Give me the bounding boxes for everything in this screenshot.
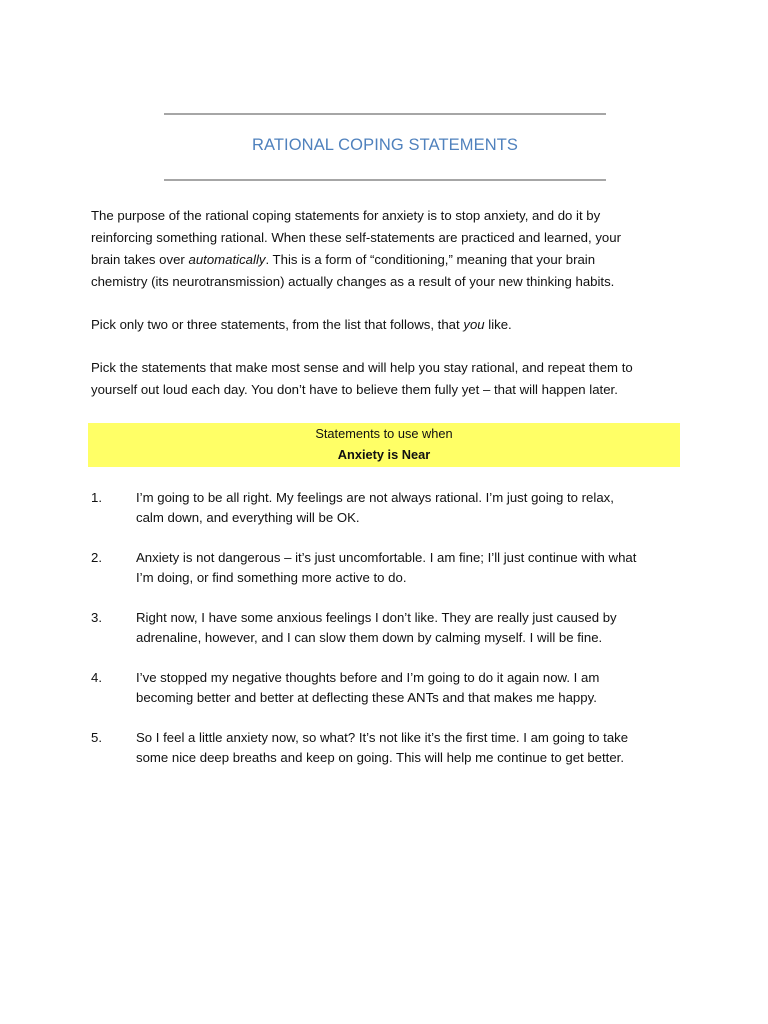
intro-line xyxy=(91,314,681,336)
item-number: 1. xyxy=(91,490,102,505)
document-title: RATIONAL COPING STATEMENTS xyxy=(251,136,518,154)
list-item xyxy=(91,548,681,608)
title-top-rule xyxy=(164,113,606,115)
intro-text: Pick only two or three statements, from the list that follows, that xyxy=(91,317,464,332)
item-text xyxy=(136,608,684,647)
item-text-line: Anxiety is not dangerous – it’s just uncomfortable. I am fine; I’ll just continue with what xyxy=(136,550,637,565)
item-text-line: I’ve stopped my negative thoughts before and I’m going to do it again now. I am xyxy=(136,670,600,685)
intro-paragraph-repeat xyxy=(91,357,681,401)
item-text-line: So I feel a little anxiety now, so what? It’s not like it’s the first time. I am going to take xyxy=(136,730,629,745)
intro-paragraph-pick xyxy=(91,314,681,336)
item-text-line: some nice deep breaths and keep on going. This will help me continue to get better. xyxy=(136,749,625,765)
item-text-line: Right now, I have some anxious feelings I don’t like. They are really just caused by xyxy=(136,610,617,625)
intro-line: chemistry (its neurotransmission) actually changes as a result of your new thinking habits. xyxy=(91,274,615,289)
intro-line: The purpose of the rational coping statements for anxiety is to stop anxiety, and do it by xyxy=(91,208,601,223)
list-item xyxy=(91,728,681,788)
list-item xyxy=(91,668,681,728)
intro-text: like. xyxy=(484,317,512,332)
item-text xyxy=(136,668,684,707)
emphasis-text: automatically xyxy=(188,252,266,267)
list-item xyxy=(91,488,681,548)
item-text-line: adrenaline, however, and I can slow them down by calming myself. I will be fine. xyxy=(136,629,603,645)
item-text xyxy=(136,488,684,527)
banner-heading: Anxiety is Near xyxy=(337,447,431,462)
item-text-line: calm down, and everything will be OK. xyxy=(136,509,360,525)
intro-line: reinforcing something rational. When these self-statements are practiced and learned, your xyxy=(91,230,621,245)
item-number: 2. xyxy=(91,550,102,565)
item-text-line: becoming better and better at deflecting these ANTs and that makes me happy. xyxy=(136,689,597,705)
item-text-line: I’m doing, or find something more active to do. xyxy=(136,569,407,585)
section-banner xyxy=(88,423,680,467)
intro-paragraph-purpose xyxy=(91,205,681,293)
intro-text: . This is a form of “conditioning,” meaning that your brain xyxy=(265,252,596,267)
intro-line xyxy=(91,249,681,271)
item-text xyxy=(136,728,684,767)
item-text xyxy=(136,548,684,587)
title-bottom-rule xyxy=(164,179,606,181)
intro-text: brain takes over xyxy=(91,252,189,267)
item-number: 3. xyxy=(91,610,102,625)
statement-list xyxy=(91,488,681,788)
item-number: 5. xyxy=(91,730,102,745)
item-number: 4. xyxy=(91,670,102,685)
banner-subtitle: Statements to use when xyxy=(315,426,453,441)
emphasis-text: you xyxy=(463,317,485,332)
list-item xyxy=(91,608,681,668)
intro-line: Pick the statements that make most sense and will help you stay rational, and repeat them to xyxy=(91,360,633,375)
intro-line: yourself out loud each day. You don’t have to believe them fully yet – that will happen later. xyxy=(91,382,618,397)
item-text-line: I’m going to be all right. My feelings are not always rational. I’m just going to relax, xyxy=(136,490,614,505)
